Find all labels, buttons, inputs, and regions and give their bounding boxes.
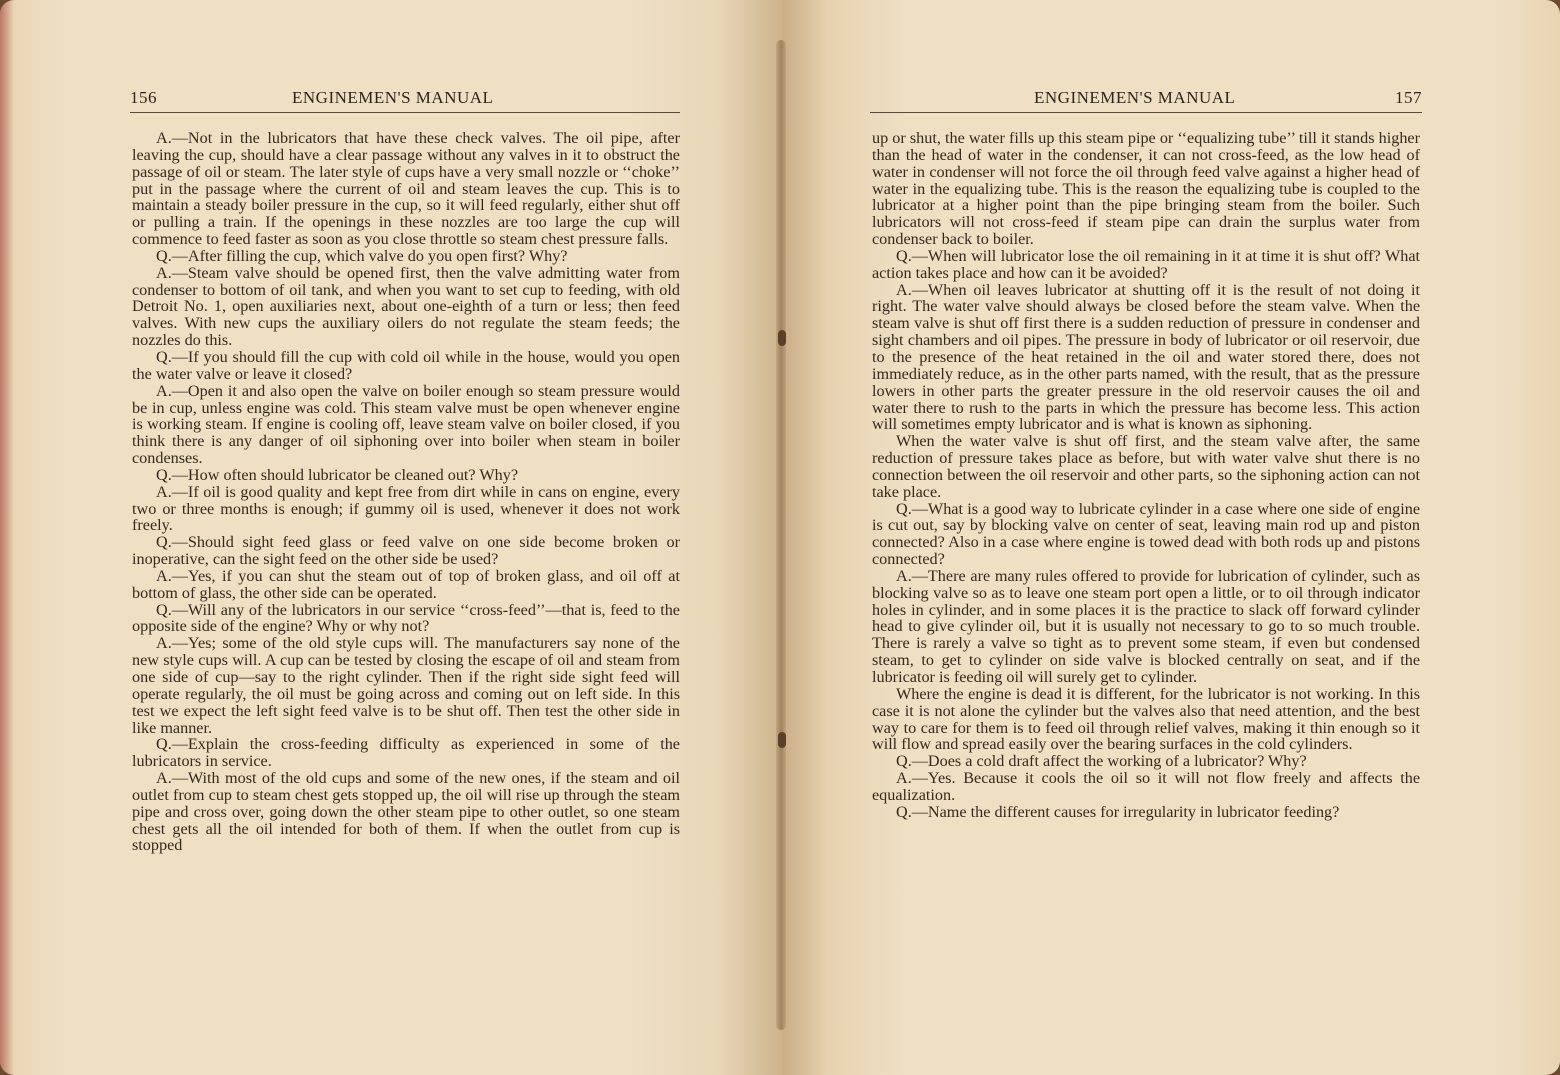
paragraph: A.—Open it and also open the valve on boiler enough so steam pressure would be in cup, unless engine was cold. This steam valve must be open whenever engine is working steam. If engine is cooling off, leave steam valve on boiler closed, if you think there is any danger of oil siphoning over into boiler when steam in boiler condenses. bbox=[132, 381, 680, 468]
paragraph: Q.—Name the different causes for irregularity in lubricator feeding? bbox=[896, 802, 1340, 821]
left-running-head: ENGINEMEN'S MANUAL bbox=[292, 88, 494, 107]
paragraph: Q.—What is a good way to lubricate cylinder in a case where one side of engine is cut out, say by blocking valve on center of seat, leaving main rod up and piston connected? Also in a case where engine is towed dead with both rods up and pistons connected? bbox=[872, 499, 1420, 569]
paragraph: A.—Yes. Because it cools the oil so it will not flow freely and affects the equalization. bbox=[872, 769, 1420, 804]
left-page-body bbox=[132, 130, 680, 854]
paragraph: Q.—Will any of the lubricators in our service ‘‘cross-feed’’—that is, feed to the opposite side of the engine? Why or why not? bbox=[132, 600, 680, 636]
paragraph: Q.—After filling the cup, which valve do you open first? Why? bbox=[156, 246, 568, 265]
paragraph: Q.—Does a cold draft affect the working of a lubricator? Why? bbox=[896, 752, 1307, 771]
paragraph: When the water valve is shut off first, and the steam valve after, the same reduction of pressure takes place as before, but with water valve shut there is no connection between the oil reservoir and other parts, so the siphoning action can not take place. bbox=[872, 432, 1420, 501]
left-cover-edge bbox=[0, 0, 14, 1075]
binding-stitch bbox=[778, 330, 786, 346]
paragraph: Q.—If you should fill the cup with cold oil while in the house, would you open the water valve or leave it closed? bbox=[132, 347, 680, 383]
paragraph: A.—There are many rules offered to provide for lubrication of cylinder, such as blocking valve so as to leave one steam port open a little, or to oil through indicator holes in cylinder, and in some places it is the practice to slack off forward cylinder head to give cylinder oil, but it is usually not necessary to go to so much trouble. There is rarely a valve so tight as to prevent some steam, if even but condensed steam, to get to cylinder on side valve is blocked centrally on seat, and if the lubricator is feeding oil will surely get to cylinder. bbox=[872, 566, 1420, 686]
right-page bbox=[782, 0, 1560, 1075]
right-page-number: 157 bbox=[1395, 88, 1422, 107]
paragraph: Q.—When will lubricator lose the oil remaining in it at time it is shut off? What action takes place and how can it be avoided? bbox=[872, 246, 1420, 282]
left-page-number: 156 bbox=[130, 88, 157, 107]
book-gutter bbox=[776, 40, 786, 1030]
paragraph: A.—Steam valve should be opened first, then the valve admitting water from condenser to bottom of oil tank, and when you want to set cup to feeding, with old Detroit No. 1, open auxiliaries next, about one-eighth of a turn or less; then feed valves. With new cups the auxiliary oilers do not regulate the steam feeds; the nozzles do this. bbox=[132, 263, 680, 350]
paragraph: Q.—How often should lubricator be cleaned out? Why? bbox=[156, 465, 519, 484]
paragraph: up or shut, the water fills up this steam pipe or ‘‘equalizing tube’’ till it stands higher than the head of water in the condenser, it can not cross-feed, as the low head of water in condenser will not force the oil through feed valve against a higher head of water in the equalizing tube. This is the reason the equalizing tube is coupled to the lubricator at a higher point than the pipe bringing steam from the boiler. Such lubricators will not cross-feed if steam pipe can drain the surplus water from condenser back to boiler. bbox=[872, 129, 1420, 249]
paragraph: A.—When oil leaves lubricator at shutting off it is the result of not doing it right. The water valve should always be closed before the steam valve. When the steam valve is shut off first there is a sudden reduction of pressure in condenser and sight chambers and oil pipes. The pressure in body of lubricator or oil reservoir, due to the presence of the heat retained in the oil and water stored there, does not immediately reduce, as in the other parts named, with the result, that as the pressure lowers in other parts the greater pressure in the old reservoir causes the oil and water there to rush to the parts in which the pressure has become less. This action will sometimes empty lubricator and is what is known as siphoning. bbox=[872, 280, 1420, 434]
left-running-header bbox=[130, 88, 680, 113]
right-running-head: ENGINEMEN'S MANUAL bbox=[1034, 88, 1236, 107]
paragraph: A.—Yes; some of the old style cups will. The manufacturers say none of the new style cups will. A cup can be tested by closing the escape of oil and steam from one side of cup—say to the right cylinder. Then if the right side sight feed will operate regularly, the oil must be going across and coming out on left side. In this test we expect the left sight feed valve is to be shut off. Then test the other side in like manner. bbox=[132, 634, 680, 737]
right-page-body bbox=[872, 130, 1420, 821]
paragraph: Where the engine is dead it is different, for the lubricator is not working. In this case it is not alone the cylinder but the valves also that need attention, and the best way to care for them is to feed oil through relief valves, making it thin enough so it will flow and spread easily over the bearing surfaces in the cold cylinders. bbox=[872, 684, 1420, 754]
paragraph: Q.—Explain the cross-feeding difficulty as experienced in some of the lubricators in service. bbox=[132, 735, 680, 771]
paragraph: A.—If oil is good quality and kept free from dirt while in cans on engine, every two or three months is enough; if gummy oil is used, whenever it does not work freely. bbox=[132, 482, 680, 535]
paragraph: A.—With most of the old cups and some of the new ones, if the steam and oil outlet from cup to steam chest gets stopped up, the oil will rise up through the steam pipe and cross over, going down the other steam pipe to other outlet, so one steam chest gets all the oil intended for both of them. If when the outlet from cup is stopped bbox=[132, 769, 680, 855]
binding-stitch bbox=[778, 732, 786, 748]
right-running-header bbox=[870, 88, 1422, 113]
paragraph: A.—Yes, if you can shut the steam out of top of broken glass, and oil off at bottom of glass, the other side can be operated. bbox=[132, 566, 680, 602]
paragraph: Q.—Should sight feed glass or feed valve on one side become broken or inoperative, can the sight feed on the other side be used? bbox=[132, 533, 680, 569]
paragraph: A.—Not in the lubricators that have these check valves. The oil pipe, after leaving the cup, should have a clear passage without any valves in it to obstruct the passage of oil or steam. The later style of cups have a very small nozzle or ‘‘choke’’ put in the passage where the current of oil and steam leaves the cup. This is to maintain a steady boiler pressure in the cup, so it will feed regularly, either shut off or pulling a train. If the openings in these nozzles are too large the cup will commence to feed faster as soon as you close throttle so steam chest pressure falls. bbox=[132, 129, 680, 249]
